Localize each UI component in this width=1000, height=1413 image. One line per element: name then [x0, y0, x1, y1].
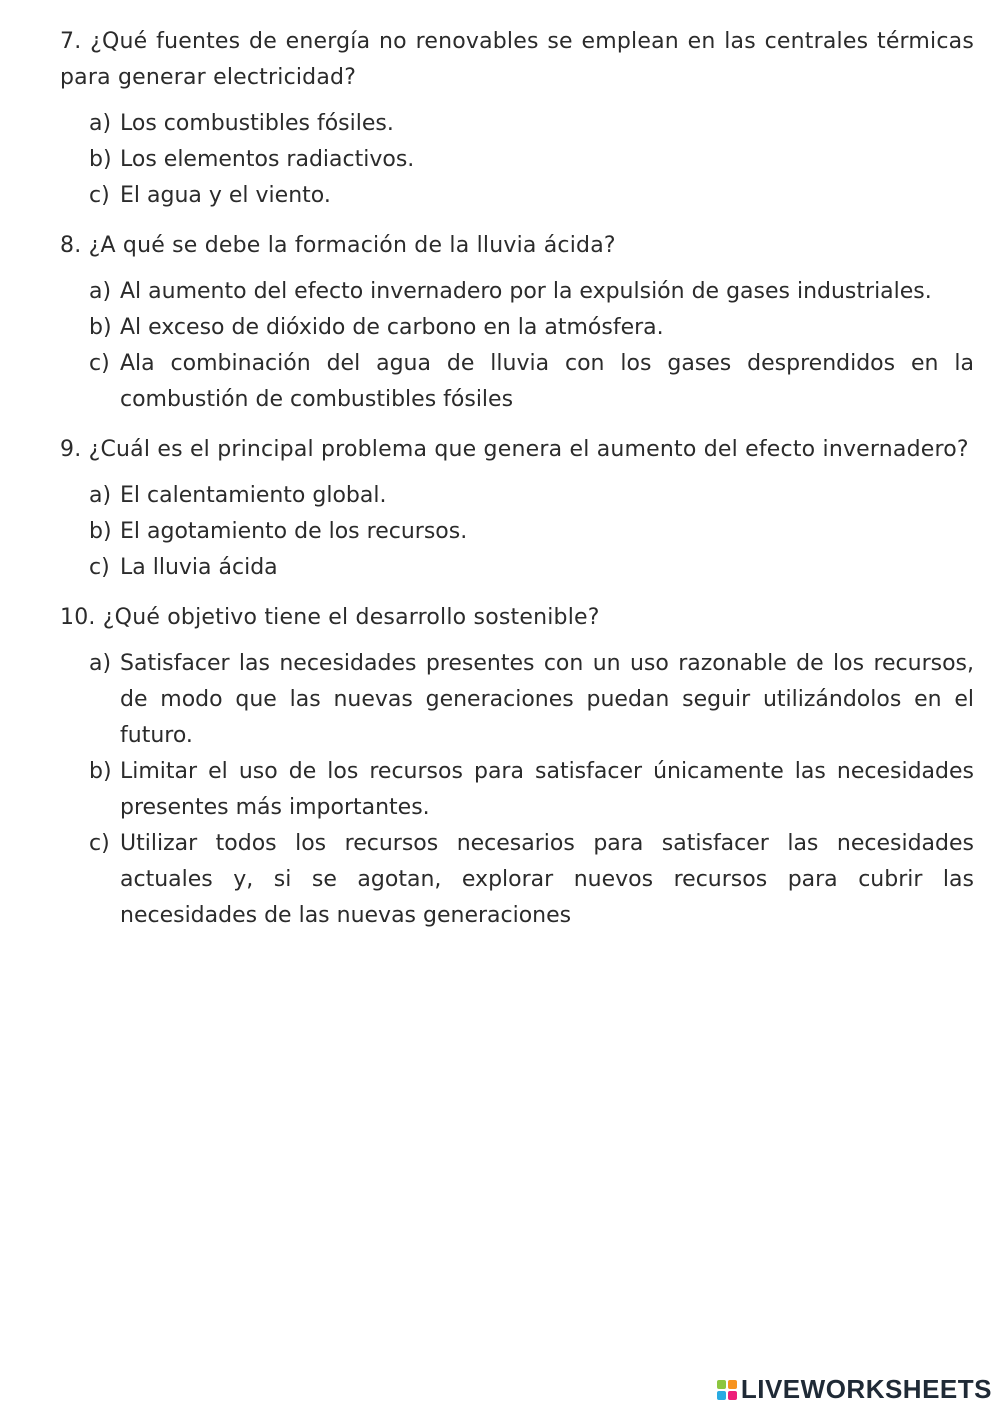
- question-text: 7. ¿Qué fuentes de energía no renovables se emplean en las centrales térmicas para generar electricidad?: [60, 29, 974, 90]
- option-a: a) Los combustibles fósiles.: [89, 111, 394, 136]
- worksheet-page: [60, 24, 974, 948]
- option-a: a) Al aumento del efecto invernadero por la expulsión de gases industriales.: [89, 279, 932, 304]
- liveworksheets-logo[interactable]: [717, 1374, 992, 1405]
- logo-square: [728, 1380, 737, 1389]
- logo-square: [717, 1391, 726, 1400]
- option-b: b) Limitar el uso de los recursos para satisfacer únicamente las necesidades presentes más importantes.: [89, 759, 974, 820]
- brand-logo-icon: [717, 1380, 737, 1400]
- logo-square: [717, 1380, 726, 1389]
- question-text: 9. ¿Cuál es el principal problema que genera el aumento del efecto invernadero?: [60, 437, 969, 462]
- option-c: c) La lluvia ácida: [89, 555, 278, 580]
- question-text: 10. ¿Qué objetivo tiene el desarrollo sostenible?: [60, 605, 600, 630]
- option-c: c) Utilizar todos los recursos necesarios para satisfacer las necesidades actuales y, si se agotan, explorar nuevos recursos para cubrir las necesidades de las nuevas generaciones: [89, 831, 974, 928]
- option-b: b) Al exceso de dióxido de carbono en la atmósfera.: [89, 315, 664, 340]
- question-7: [60, 24, 974, 214]
- option-c: c) El agua y el viento.: [89, 183, 331, 208]
- question-text: 8. ¿A qué se debe la formación de la lluvia ácida?: [60, 233, 616, 258]
- option-a: a) El calentamiento global.: [89, 483, 387, 508]
- option-b: b) Los elementos radiactivos.: [89, 147, 415, 172]
- logo-square: [728, 1391, 737, 1400]
- brand-name: LIVEWORKSHEETS: [740, 1374, 992, 1404]
- options-list: [60, 274, 974, 418]
- question-8: [60, 228, 974, 418]
- question-10: [60, 600, 974, 934]
- option-a: a) Satisfacer las necesidades presentes con un uso razonable de los recursos, de modo que las nuevas generaciones puedan seguir utilizándolos en el futuro.: [89, 651, 974, 748]
- options-list: [60, 106, 974, 214]
- option-c: c) Ala combinación del agua de lluvia con los gases desprendidos en la combustión de combustibles fósiles: [89, 351, 974, 412]
- option-b: b) El agotamiento de los recursos.: [89, 519, 468, 544]
- question-9: [60, 432, 974, 586]
- options-list: [60, 646, 974, 934]
- options-list: [60, 478, 974, 586]
